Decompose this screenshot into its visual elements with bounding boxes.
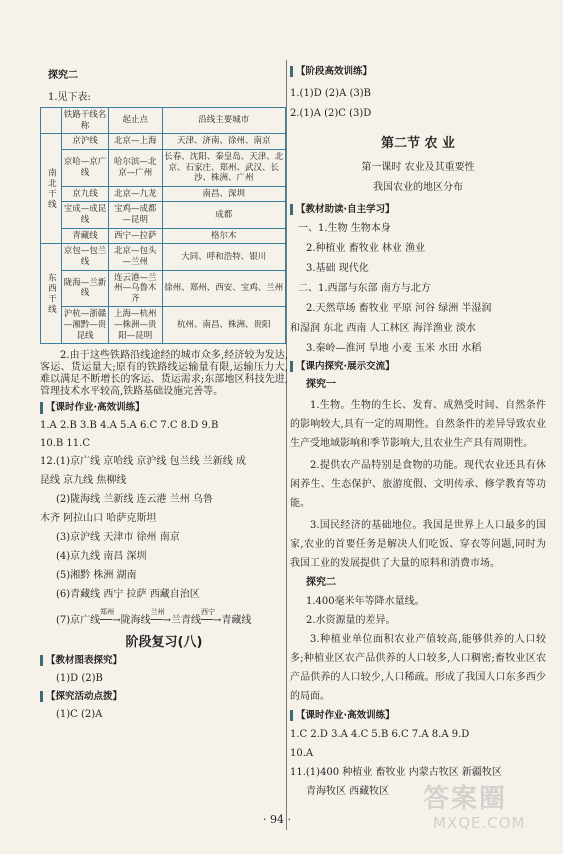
table-cell-name: 京包—包兰线 xyxy=(62,244,109,270)
right-column xyxy=(290,58,546,798)
table-row xyxy=(41,186,286,202)
route-start: (7)京广线 xyxy=(56,615,101,627)
lesson-subtitle: 我国农业的地区分布 xyxy=(373,181,463,193)
explore1-heading: 探究一 xyxy=(306,378,336,390)
table-group-label: 东西干线 xyxy=(41,244,62,344)
q12-route-line xyxy=(40,608,288,627)
q12-line: (3)京沪线 天津市 徐州 南京 xyxy=(56,532,180,544)
section-title: 第二节 农 业 xyxy=(380,136,456,151)
q12-line: (6)青藏线 西宁 拉萨 西藏自治区 xyxy=(56,589,200,601)
answer-para-2: 2.由于这些铁路沿线途经的城市众多,经济较为发达,客运、货运量大;原有的铁路线运输量有限,运输压力大,难以满足不断增长的客运、货运需求;东部地区科技先进,管理技术水平较高,铁路基础设施完善等。 xyxy=(40,350,288,398)
route-line-1: 陇海线 xyxy=(120,615,151,627)
table-row xyxy=(41,134,286,150)
explore2-heading: 探究二 xyxy=(48,70,78,81)
table-cell-ends: 宝鸡—成都—昆明 xyxy=(109,202,163,228)
route-line-2: 兰青线 xyxy=(171,615,202,627)
table-row xyxy=(41,149,286,186)
self-study-line: 2.种植业 畜牧业 林业 渔业 xyxy=(306,242,426,254)
table-cell-ends: 北京—九龙 xyxy=(109,186,163,202)
table-header-name: 铁路干线名称 xyxy=(62,108,109,134)
watermark-text-cn: 答案圈 xyxy=(423,784,508,814)
chart-explore-heading: 【 教材图表探究 】 xyxy=(40,655,122,666)
stage-heading: 【 阶段高效训练 】 xyxy=(290,66,372,77)
self-study-line: 3.基础 现代化 xyxy=(306,262,369,274)
explore1-para-1: 1.生物。生物的生长、发育、成熟受时间、自然条件的影响较大,具有一定的周期性。自然条件的差异导致农业生产受地域影响和季节影响大,且农业生产具有周期性。 xyxy=(290,399,546,449)
lesson-title: 第一课时 农业及其重要性 xyxy=(361,161,475,173)
table-cell-cities: 成都 xyxy=(162,202,285,228)
watermark-text-en: MXQE.COM xyxy=(433,814,526,832)
homework-heading-right: 【 课时作业·高效训练 】 xyxy=(290,710,395,721)
q12-line: (5)湘黔 株洲 湖南 xyxy=(56,570,137,582)
q12-line: (4)京九线 南昌 深圳 xyxy=(56,551,147,563)
table-cell-ends: 连云港—兰州—乌鲁木齐 xyxy=(109,270,163,307)
table-cell-name: 青藏线 xyxy=(62,228,109,244)
route-label-1: 郑州 xyxy=(100,608,115,617)
page-number: · 94 · xyxy=(263,813,291,826)
explore2-item-1: 1.400毫米年等降水量线。 xyxy=(306,595,425,607)
explore2-heading-right: 探究二 xyxy=(306,576,336,588)
class-explore-heading: 【 课内探究·展示交流 】 xyxy=(290,361,395,372)
table-cell-cities: 徐州、郑州、西安、宝鸡、兰州 xyxy=(162,270,285,307)
explore2-para-3: 3.种植业单位面积农业产值较高,能够供养的人口较多;种植业区农产品供养的人口较多,人口稠密;畜牧业区农产品供养的人口较少,人口稀疏。形成了我国人口东多西少的局面。 xyxy=(290,633,546,702)
hw-answer-line: 1.C 2.D 3.A 4.C 5.B 6.C 7.A 8.A 9.D xyxy=(290,728,470,740)
table-cell-ends: 北京—上海 xyxy=(109,134,163,150)
answer-line: 10.B 11.C xyxy=(40,438,90,450)
explore1-para-2: 2.提供农产品特别是食物的功能。现代农业还具有休闲养生、生态保护、旅游度假、文明传承、修学教育等功能。 xyxy=(290,459,546,509)
table-cell-ends: 西宁—拉萨 xyxy=(109,228,163,244)
route-arrow-1: 郑州 ──→ xyxy=(100,608,121,627)
item1-text: 1.见下表: xyxy=(48,92,91,103)
route-line-3: 青藏线 xyxy=(221,615,252,627)
table-group-label: 南北干线 xyxy=(41,134,62,244)
table-cell-cities: 天津、济南、徐州、南京 xyxy=(162,134,285,150)
table-cell-ends: 上海—杭州—株洲—贵阳—昆明 xyxy=(109,307,163,344)
railway-table xyxy=(40,107,286,344)
chart-explore-answers: (1)D (2)B xyxy=(56,672,103,684)
watermark-logo xyxy=(417,784,545,834)
explore1-para-3: 3.国民经济的基础地位。我国是世界上人口最多的国家,农业的首要任务是解决人们吃饭、穿衣等问题,同时为我国工业的发展提供了大量的原料和消费市场。 xyxy=(290,519,546,569)
self-study-line: 2.天然草场 畜牧业 平原 河谷 绿洲 半湿润 xyxy=(306,302,492,314)
hw-answer-line: 青海牧区 西藏牧区 xyxy=(306,785,390,797)
table-cell-name: 京九线 xyxy=(62,186,109,202)
left-column xyxy=(40,58,288,721)
homework-heading-left: 【 课时作业·高效训练 】 xyxy=(40,402,145,413)
table-header-cities: 沿线主要城市 xyxy=(162,108,285,134)
hw-answer-line: 10.A xyxy=(290,747,314,759)
review-title: 阶段复习(八) xyxy=(125,635,203,651)
table-cell-cities: 长春、沈阳、秦皇岛、天津、北京、石家庄、郑州、武汉、长沙、株洲、广州 xyxy=(162,149,285,186)
table-cell-cities: 大同、呼和浩特、银川 xyxy=(162,244,285,270)
stage-answer-2: 2.(1)A (2)C (3)D xyxy=(290,108,372,119)
table-cell-cities: 杭州、南昌、株洲、贵阳 xyxy=(162,307,285,344)
table-row xyxy=(41,228,286,244)
table-cell-name: 沪杭—浙赣—湘黔—贵昆线 xyxy=(62,307,109,344)
q12-line: 12.(1)京广线 京哈线 京沪线 包兰线 兰新线 成 xyxy=(40,456,246,468)
table-header-ends: 起止点 xyxy=(109,108,163,134)
route-arrow-2: 兰州 ──→ xyxy=(150,608,172,627)
hw-answer-line: 11.(1)400 种植业 畜牧业 内蒙古牧区 新疆牧区 xyxy=(290,766,502,778)
q12-line: (2)陇海线 兰新线 连云港 兰州 乌鲁 xyxy=(56,494,213,506)
table-row xyxy=(41,270,286,307)
q12-line: 木齐 阿拉山口 哈萨克斯坦 xyxy=(40,513,157,525)
route-label-3: 西宁 xyxy=(201,608,216,617)
self-study-heading: 【 教材助读·自主学习 】 xyxy=(290,204,395,215)
table-row xyxy=(41,244,286,270)
table-header-group xyxy=(41,108,62,134)
self-study-line: 二、1.西部与东部 南方与北方 xyxy=(298,282,431,294)
table-cell-name: 京哈—京广线 xyxy=(62,149,109,186)
self-study-line: 和湿润 东北 西南 人工林区 海洋渔业 淡水 xyxy=(290,322,476,334)
stage-answer-1: 1.(1)D (2)A (3)B xyxy=(290,88,371,99)
table-cell-ends: 哈尔滨—北京—广州 xyxy=(109,149,163,186)
activity-answers: (1)C (2)A xyxy=(56,708,103,720)
self-study-line: 一、1.生物 生物本身 xyxy=(298,222,391,234)
answer-line: 1.A 2.B 3.B 4.A 5.A 6.C 7.C 8.D 9.B xyxy=(40,420,219,432)
route-label-2: 兰州 xyxy=(150,608,165,617)
table-cell-name: 陇海—兰新线 xyxy=(62,270,109,307)
self-study-line: 3.秦岭—淮河 旱地 小麦 玉米 水田 水稻 xyxy=(306,342,482,354)
activity-heading: 【 探究活动点拨 】 xyxy=(40,691,122,702)
route-arrow-3: 西宁 ──→ xyxy=(201,608,222,627)
table-row xyxy=(41,307,286,344)
table-cell-name: 京沪线 xyxy=(62,134,109,150)
table-cell-ends: 北京—包头—兰州 xyxy=(109,244,163,270)
table-cell-cities: 格尔木 xyxy=(162,228,285,244)
table-cell-name: 宝成—成昆线 xyxy=(62,202,109,228)
table-cell-cities: 南昌、深圳 xyxy=(162,186,285,202)
explore2-item-2: 2.水资源量的差异。 xyxy=(306,614,396,626)
q12-line: 昆线 京九线 焦柳线 xyxy=(40,475,127,487)
table-row xyxy=(41,202,286,228)
